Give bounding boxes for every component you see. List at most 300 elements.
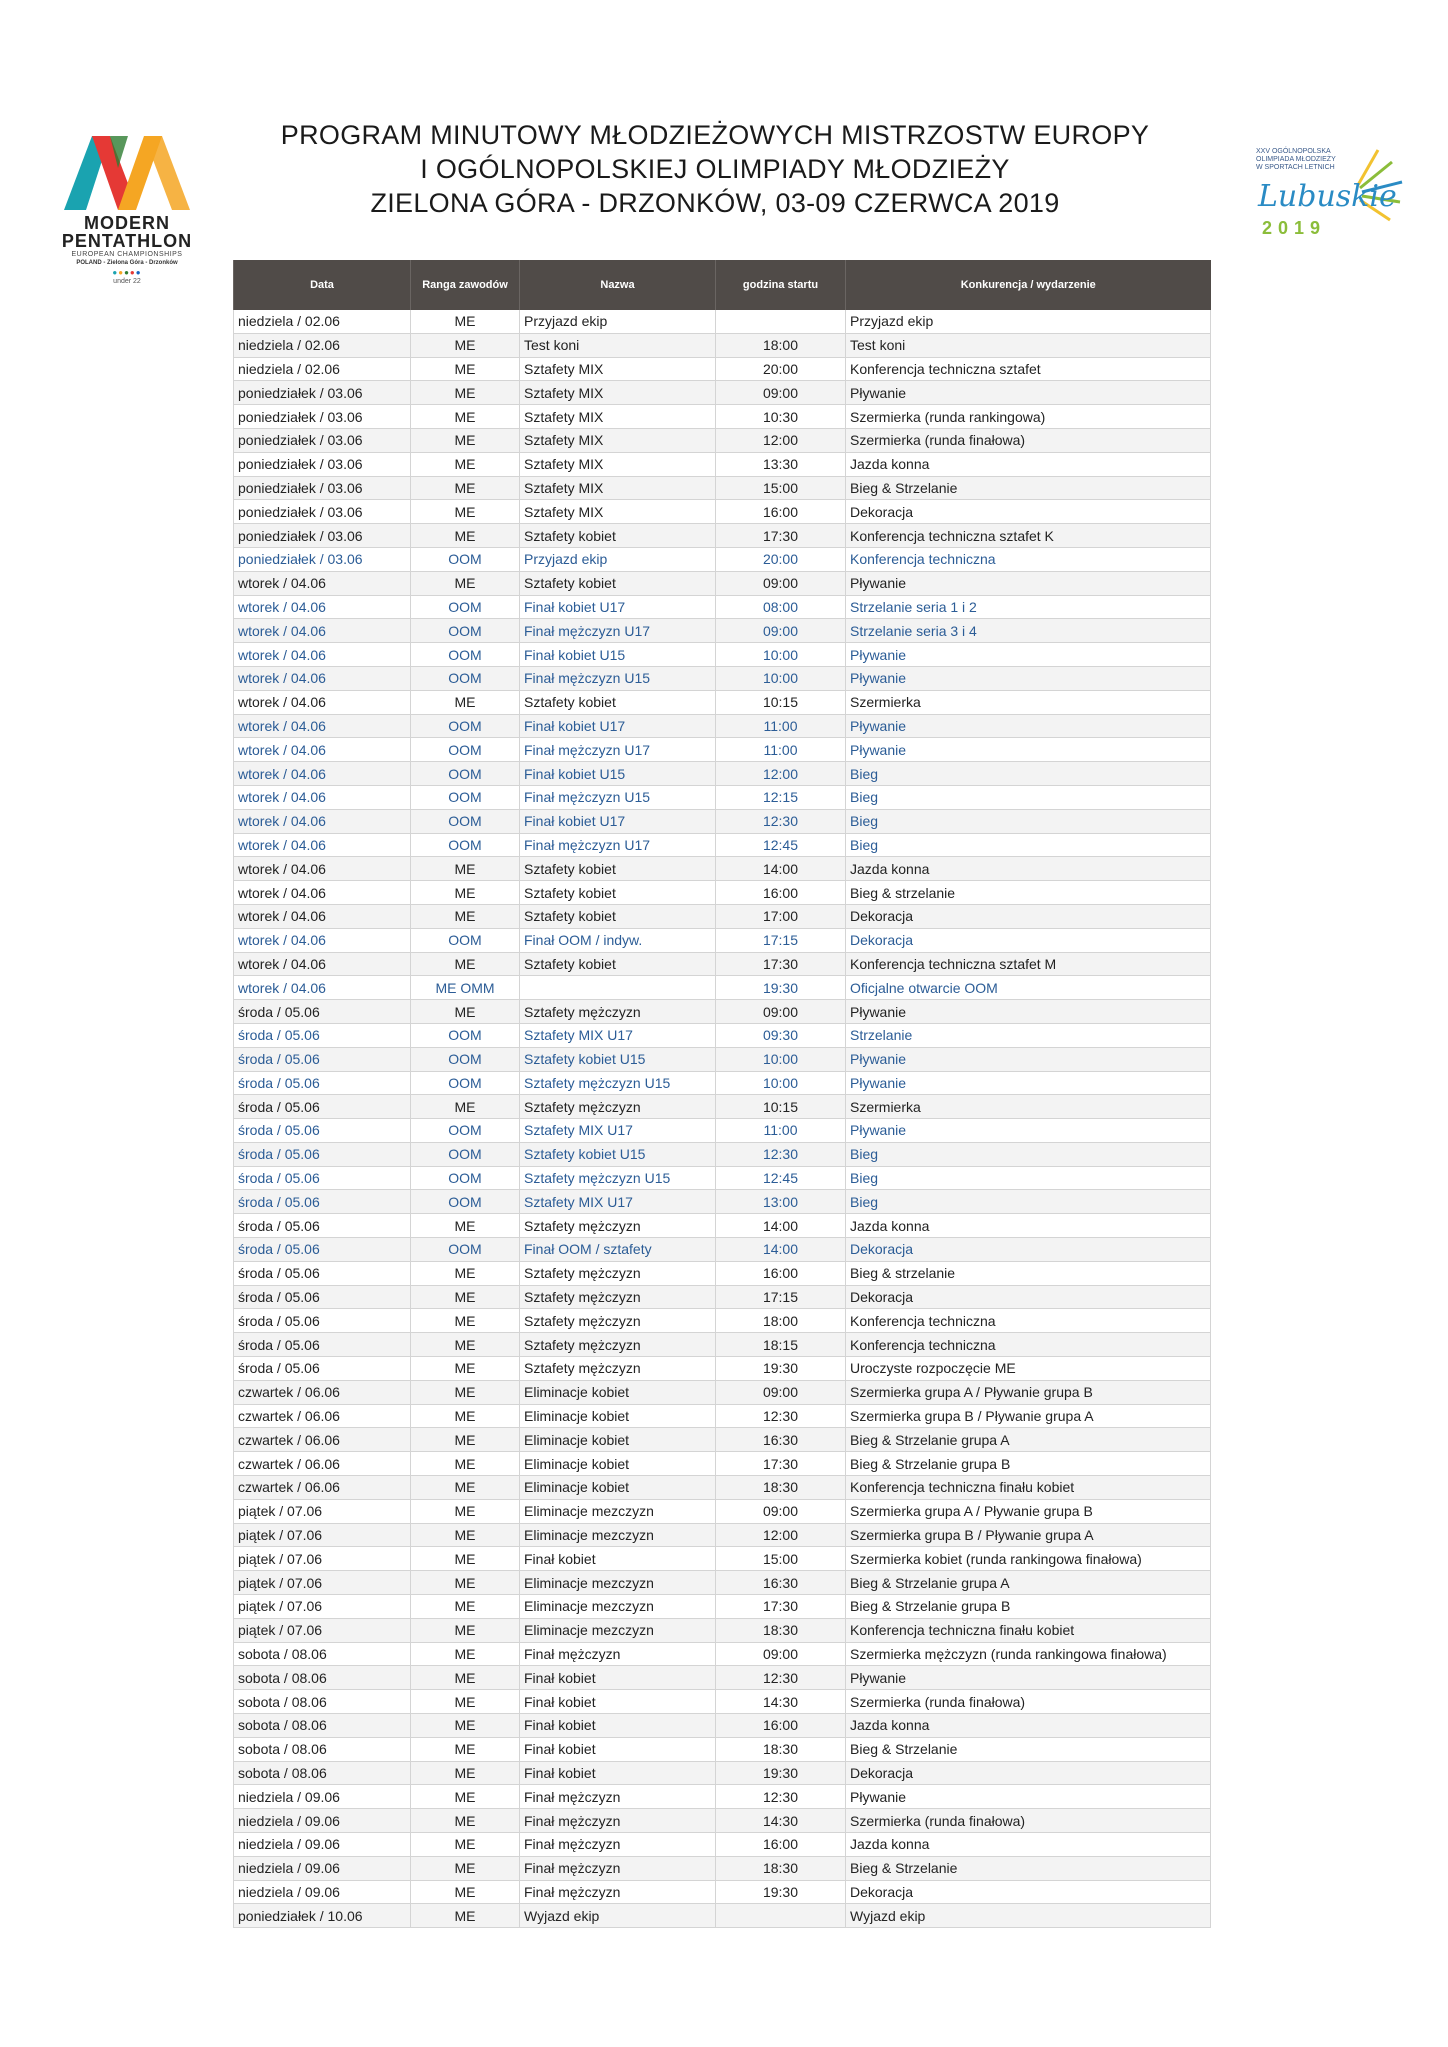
cell-date: piątek / 07.06 <box>234 1547 411 1571</box>
cell-date: wtorek / 04.06 <box>234 881 411 905</box>
cell-time: 09:00 <box>716 1499 846 1523</box>
table-row <box>234 1428 1211 1452</box>
table-row <box>234 1023 1211 1047</box>
cell-time: 15:00 <box>716 476 846 500</box>
logo-color-dots: ●●●●● <box>112 268 142 277</box>
cell-rank: ME <box>411 1214 520 1238</box>
cell-date: sobota / 08.06 <box>234 1666 411 1690</box>
cell-date: niedziela / 09.06 <box>234 1833 411 1857</box>
cell-event: Jazda konna <box>846 1833 1211 1857</box>
cell-rank: OOM <box>411 643 520 667</box>
cell-rank: ME <box>411 1714 520 1738</box>
cell-rank: OOM <box>411 1071 520 1095</box>
cell-date: sobota / 08.06 <box>234 1761 411 1785</box>
cell-event: Pływanie <box>846 666 1211 690</box>
cell-date: niedziela / 02.06 <box>234 357 411 381</box>
cell-time: 18:30 <box>716 1618 846 1642</box>
table-row <box>234 476 1211 500</box>
cell-time: 16:00 <box>716 1833 846 1857</box>
cell-time: 16:30 <box>716 1571 846 1595</box>
cell-time: 09:00 <box>716 1642 846 1666</box>
cell-time: 18:15 <box>716 1333 846 1357</box>
cell-event: Bieg <box>846 785 1211 809</box>
table-row <box>234 643 1211 667</box>
cell-rank: OOM <box>411 1238 520 1262</box>
cell-rank: ME <box>411 1547 520 1571</box>
cell-rank: ME <box>411 1404 520 1428</box>
cell-name: Sztafety MIX U17 <box>520 1119 716 1143</box>
cell-name: Finał kobiet U15 <box>520 643 716 667</box>
cell-date: czwartek / 06.06 <box>234 1428 411 1452</box>
cell-date: wtorek / 04.06 <box>234 857 411 881</box>
cell-date: niedziela / 09.06 <box>234 1809 411 1833</box>
cell-name: Sztafety MIX <box>520 476 716 500</box>
cell-event: Pływanie <box>846 571 1211 595</box>
cell-rank: ME <box>411 381 520 405</box>
cell-time: 11:00 <box>716 738 846 762</box>
cell-event: Szermierka (runda rankingowa) <box>846 405 1211 429</box>
cell-date: sobota / 08.06 <box>234 1714 411 1738</box>
table-row <box>234 1309 1211 1333</box>
table-row <box>234 1690 1211 1714</box>
cell-time: 10:00 <box>716 666 846 690</box>
cell-time: 11:00 <box>716 714 846 738</box>
table-row <box>234 1761 1211 1785</box>
cell-rank: OOM <box>411 595 520 619</box>
cell-event: Bieg <box>846 1166 1211 1190</box>
cell-rank: ME <box>411 571 520 595</box>
logo-name-line2: PENTATHLON <box>61 231 193 251</box>
cell-time: 09:00 <box>716 381 846 405</box>
cell-event: Jazda konna <box>846 857 1211 881</box>
cell-rank: ME <box>411 690 520 714</box>
cell-event: Konferencja techniczna finału kobiet <box>846 1476 1211 1500</box>
cell-name: Finał kobiet <box>520 1547 716 1571</box>
logo-subtitle: EUROPEAN CHAMPIONSHIPS <box>71 251 183 258</box>
cell-rank: ME <box>411 1690 520 1714</box>
cell-name: Sztafety kobiet <box>520 857 716 881</box>
cell-rank: OOM <box>411 785 520 809</box>
cell-time: 12:45 <box>716 833 846 857</box>
cell-date: piątek / 07.06 <box>234 1618 411 1642</box>
cell-time: 12:30 <box>716 1785 846 1809</box>
cell-date: środa / 05.06 <box>234 1333 411 1357</box>
cell-rank: ME <box>411 310 520 333</box>
cell-rank: OOM <box>411 833 520 857</box>
cell-date: wtorek / 04.06 <box>234 595 411 619</box>
cell-event: Bieg & strzelanie <box>846 1261 1211 1285</box>
cell-time: 12:30 <box>716 1142 846 1166</box>
cell-name: Finał mężczyzn <box>520 1809 716 1833</box>
cell-name: Sztafety kobiet <box>520 690 716 714</box>
cell-event: Dekoracja <box>846 928 1211 952</box>
cell-date: środa / 05.06 <box>234 1261 411 1285</box>
modern-pentathlon-logo <box>52 128 202 298</box>
cell-time: 10:00 <box>716 1071 846 1095</box>
cell-rank: ME <box>411 1595 520 1619</box>
cell-time: 09:00 <box>716 619 846 643</box>
cell-rank: ME <box>411 857 520 881</box>
cell-name: Finał OOM / sztafety <box>520 1238 716 1262</box>
cell-date: niedziela / 09.06 <box>234 1880 411 1904</box>
cell-date: wtorek / 04.06 <box>234 785 411 809</box>
cell-date: środa / 05.06 <box>234 1023 411 1047</box>
table-row <box>234 881 1211 905</box>
cell-date: środa / 05.06 <box>234 1214 411 1238</box>
cell-event: Jazda konna <box>846 1214 1211 1238</box>
cell-name: Eliminacje kobiet <box>520 1380 716 1404</box>
page-title <box>240 118 1190 220</box>
cell-time: 10:15 <box>716 690 846 714</box>
table-row <box>234 1238 1211 1262</box>
cell-date: wtorek / 04.06 <box>234 809 411 833</box>
lubuskie-2019-logo <box>1248 140 1408 240</box>
cell-name: Eliminacje mezczyzn <box>520 1571 716 1595</box>
cell-event: Konferencja techniczna sztafet K <box>846 524 1211 548</box>
cell-date: środa / 05.06 <box>234 1047 411 1071</box>
cell-rank: OOM <box>411 1023 520 1047</box>
cell-time: 14:30 <box>716 1809 846 1833</box>
cell-event: Pływanie <box>846 381 1211 405</box>
cell-event: Wyjazd ekip <box>846 1904 1211 1928</box>
cell-time: 17:00 <box>716 904 846 928</box>
cell-rank: ME <box>411 1642 520 1666</box>
cell-event: Bieg & strzelanie <box>846 881 1211 905</box>
cell-rank: ME <box>411 904 520 928</box>
cell-rank: ME <box>411 1428 520 1452</box>
cell-date: środa / 05.06 <box>234 1166 411 1190</box>
cell-time: 19:30 <box>716 976 846 1000</box>
cell-date: wtorek / 04.06 <box>234 952 411 976</box>
table-row <box>234 952 1211 976</box>
cell-event: Bieg & Strzelanie grupa A <box>846 1428 1211 1452</box>
cell-name: Sztafety kobiet U15 <box>520 1047 716 1071</box>
schedule-table <box>233 260 1211 1928</box>
cell-time: 19:30 <box>716 1357 846 1381</box>
cell-name: Sztafety MIX <box>520 357 716 381</box>
cell-name: Sztafety MIX <box>520 381 716 405</box>
cell-date: czwartek / 06.06 <box>234 1380 411 1404</box>
cell-rank: ME <box>411 524 520 548</box>
cell-time: 09:00 <box>716 571 846 595</box>
cell-rank: OOM <box>411 762 520 786</box>
cell-rank: ME <box>411 1357 520 1381</box>
cell-name: Finał mężczyzn <box>520 1833 716 1857</box>
table-row <box>234 381 1211 405</box>
cell-time: 18:30 <box>716 1476 846 1500</box>
cell-date: czwartek / 06.06 <box>234 1404 411 1428</box>
cell-event: Bieg <box>846 1142 1211 1166</box>
table-row <box>234 1666 1211 1690</box>
cell-time: 14:30 <box>716 1690 846 1714</box>
cell-event: Bieg <box>846 833 1211 857</box>
cell-name: Finał kobiet <box>520 1714 716 1738</box>
cell-event: Bieg <box>846 1190 1211 1214</box>
cell-time: 10:00 <box>716 643 846 667</box>
cell-name: Sztafety MIX <box>520 452 716 476</box>
cell-rank: ME <box>411 1856 520 1880</box>
cell-rank: ME <box>411 500 520 524</box>
cell-time: 12:15 <box>716 785 846 809</box>
table-row <box>234 1404 1211 1428</box>
cell-time: 12:45 <box>716 1166 846 1190</box>
table-row <box>234 1119 1211 1143</box>
table-row <box>234 1642 1211 1666</box>
table-row <box>234 1285 1211 1309</box>
cell-rank: OOM <box>411 619 520 643</box>
cell-name: Sztafety kobiet U15 <box>520 1142 716 1166</box>
cell-name: Sztafety mężczyzn <box>520 1309 716 1333</box>
cell-time: 12:30 <box>716 1404 846 1428</box>
cell-event: Szermierka <box>846 1095 1211 1119</box>
cell-event: Szermierka <box>846 690 1211 714</box>
cell-date: poniedziałek / 03.06 <box>234 428 411 452</box>
cell-event: Oficjalne otwarcie OOM <box>846 976 1211 1000</box>
cell-date: wtorek / 04.06 <box>234 666 411 690</box>
cell-date: piątek / 07.06 <box>234 1523 411 1547</box>
cell-rank: ME <box>411 1499 520 1523</box>
cell-time: 12:30 <box>716 1666 846 1690</box>
table-row <box>234 1499 1211 1523</box>
cell-name: Przyjazd ekip <box>520 547 716 571</box>
table-row <box>234 762 1211 786</box>
cell-rank: ME <box>411 1476 520 1500</box>
cell-event: Pływanie <box>846 643 1211 667</box>
cell-event: Dekoracja <box>846 904 1211 928</box>
cell-event: Strzelanie <box>846 1023 1211 1047</box>
cell-date: poniedziałek / 03.06 <box>234 476 411 500</box>
cell-time: 15:00 <box>716 1547 846 1571</box>
cell-rank: ME <box>411 1737 520 1761</box>
cell-name: Finał kobiet U17 <box>520 714 716 738</box>
cell-name: Eliminacje mezczyzn <box>520 1595 716 1619</box>
cell-rank: OOM <box>411 666 520 690</box>
header-name: Nazwa <box>520 260 716 310</box>
cell-event: Konferencja techniczna <box>846 1333 1211 1357</box>
cell-time: 16:00 <box>716 881 846 905</box>
cell-date: sobota / 08.06 <box>234 1737 411 1761</box>
table-row <box>234 1523 1211 1547</box>
cell-rank: OOM <box>411 1190 520 1214</box>
table-row <box>234 1261 1211 1285</box>
cell-event: Szermierka (runda finałowa) <box>846 1690 1211 1714</box>
table-row <box>234 1214 1211 1238</box>
cell-date: piątek / 07.06 <box>234 1571 411 1595</box>
cell-rank: ME <box>411 1809 520 1833</box>
cell-time: 16:00 <box>716 1261 846 1285</box>
cell-date: wtorek / 04.06 <box>234 571 411 595</box>
cell-date: środa / 05.06 <box>234 1309 411 1333</box>
table-row <box>234 524 1211 548</box>
cell-event: Bieg & Strzelanie grupa B <box>846 1452 1211 1476</box>
cell-rank: OOM <box>411 1119 520 1143</box>
cell-name: Finał kobiet <box>520 1737 716 1761</box>
cell-time: 14:00 <box>716 1238 846 1262</box>
cell-time: 20:00 <box>716 547 846 571</box>
cell-rank: ME <box>411 881 520 905</box>
cell-rank: ME <box>411 1618 520 1642</box>
cell-date: środa / 05.06 <box>234 1071 411 1095</box>
table-row <box>234 1071 1211 1095</box>
cell-time: 13:30 <box>716 452 846 476</box>
cell-rank: ME <box>411 1000 520 1024</box>
cell-date: wtorek / 04.06 <box>234 714 411 738</box>
cell-rank: ME <box>411 1095 520 1119</box>
table-row <box>234 976 1211 1000</box>
cell-time: 10:15 <box>716 1095 846 1119</box>
cell-name: Eliminacje mezczyzn <box>520 1618 716 1642</box>
header-rank: Ranga zawodów <box>411 260 520 310</box>
table-row <box>234 500 1211 524</box>
cell-name: Finał mężczyzn <box>520 1880 716 1904</box>
table-row <box>234 714 1211 738</box>
cell-time: 20:00 <box>716 357 846 381</box>
cell-name: Sztafety MIX <box>520 428 716 452</box>
cell-name: Eliminacje kobiet <box>520 1476 716 1500</box>
cell-date: wtorek / 04.06 <box>234 928 411 952</box>
logo-age: under 22 <box>113 278 141 285</box>
table-row <box>234 1000 1211 1024</box>
cell-rank: ME <box>411 1261 520 1285</box>
cell-time: 17:30 <box>716 524 846 548</box>
cell-time: 08:00 <box>716 595 846 619</box>
cell-date: środa / 05.06 <box>234 1357 411 1381</box>
table-row <box>234 1333 1211 1357</box>
cell-name: Sztafety mężczyzn <box>520 1000 716 1024</box>
cell-rank: OOM <box>411 1047 520 1071</box>
cell-event: Test koni <box>846 333 1211 357</box>
cell-time: 17:15 <box>716 928 846 952</box>
cell-name: Finał kobiet <box>520 1761 716 1785</box>
cell-date: niedziela / 02.06 <box>234 333 411 357</box>
table-row <box>234 1595 1211 1619</box>
cell-name: Finał mężczyzn <box>520 1785 716 1809</box>
cell-name: Sztafety kobiet <box>520 881 716 905</box>
pentathlon-m-mark-icon <box>52 128 202 214</box>
cell-time: 16:00 <box>716 500 846 524</box>
table-row <box>234 1809 1211 1833</box>
cell-name: Sztafety mężczyzn <box>520 1333 716 1357</box>
cell-time <box>716 310 846 333</box>
cell-rank: ME <box>411 333 520 357</box>
table-row <box>234 1047 1211 1071</box>
cell-time: 10:00 <box>716 1047 846 1071</box>
lubuskie-small-text <box>1256 148 1346 172</box>
table-row <box>234 1142 1211 1166</box>
table-row <box>234 1833 1211 1857</box>
cell-event: Bieg <box>846 762 1211 786</box>
table-row <box>234 1476 1211 1500</box>
title-line-2: I OGÓLNOPOLSKIEJ OLIMPIADY MŁODZIEŻY <box>420 154 1010 184</box>
cell-time: 16:30 <box>716 1428 846 1452</box>
cell-name: Sztafety MIX <box>520 405 716 429</box>
cell-rank: OOM <box>411 714 520 738</box>
cell-name: Finał kobiet <box>520 1666 716 1690</box>
cell-name: Sztafety kobiet <box>520 571 716 595</box>
table-row <box>234 571 1211 595</box>
cell-name: Finał kobiet U15 <box>520 762 716 786</box>
cell-time: 09:30 <box>716 1023 846 1047</box>
cell-date: piątek / 07.06 <box>234 1595 411 1619</box>
cell-event: Bieg & Strzelanie <box>846 476 1211 500</box>
cell-rank: ME <box>411 428 520 452</box>
cell-date: wtorek / 04.06 <box>234 833 411 857</box>
cell-event: Pływanie <box>846 1047 1211 1071</box>
cell-name: Finał mężczyzn U17 <box>520 833 716 857</box>
table-row <box>234 1856 1211 1880</box>
cell-name: Sztafety MIX U17 <box>520 1023 716 1047</box>
cell-name: Sztafety MIX U17 <box>520 1190 716 1214</box>
cell-event: Pływanie <box>846 1000 1211 1024</box>
cell-rank: OOM <box>411 1166 520 1190</box>
cell-name: Sztafety mężczyzn U15 <box>520 1166 716 1190</box>
cell-time: 14:00 <box>716 857 846 881</box>
cell-time: 09:00 <box>716 1380 846 1404</box>
table-row <box>234 310 1211 333</box>
cell-time: 19:30 <box>716 1761 846 1785</box>
table-row <box>234 857 1211 881</box>
cell-event: Szermierka (runda finałowa) <box>846 428 1211 452</box>
cell-event: Uroczyste rozpoczęcie ME <box>846 1357 1211 1381</box>
cell-date: niedziela / 09.06 <box>234 1856 411 1880</box>
table-row <box>234 1785 1211 1809</box>
cell-rank: ME <box>411 1452 520 1476</box>
lubuskie-small-line-3: W SPORTACH LETNICH <box>1256 164 1335 171</box>
cell-date: czwartek / 06.06 <box>234 1452 411 1476</box>
cell-date: poniedziałek / 03.06 <box>234 500 411 524</box>
cell-event: Pływanie <box>846 1666 1211 1690</box>
cell-event: Dekoracja <box>846 500 1211 524</box>
cell-date: poniedziałek / 03.06 <box>234 524 411 548</box>
cell-event: Szermierka mężczyzn (runda rankingowa finałowa) <box>846 1642 1211 1666</box>
table-row <box>234 1357 1211 1381</box>
table-row <box>234 1190 1211 1214</box>
lubuskie-year: 2019 <box>1262 218 1327 238</box>
table-row <box>234 1166 1211 1190</box>
header-start-time: godzina startu <box>716 260 846 310</box>
cell-name: Sztafety mężczyzn <box>520 1357 716 1381</box>
table-row <box>234 1380 1211 1404</box>
cell-rank: ME <box>411 1880 520 1904</box>
cell-name: Finał mężczyzn U17 <box>520 738 716 762</box>
cell-event: Dekoracja <box>846 1761 1211 1785</box>
cell-date: czwartek / 06.06 <box>234 1476 411 1500</box>
table-row <box>234 904 1211 928</box>
cell-name: Finał mężczyzn <box>520 1856 716 1880</box>
cell-event: Dekoracja <box>846 1285 1211 1309</box>
cell-event: Bieg <box>846 809 1211 833</box>
cell-date: wtorek / 04.06 <box>234 762 411 786</box>
cell-name: Sztafety kobiet <box>520 952 716 976</box>
cell-event: Bieg & Strzelanie grupa A <box>846 1571 1211 1595</box>
cell-rank: ME <box>411 357 520 381</box>
cell-event: Konferencja techniczna finału kobiet <box>846 1618 1211 1642</box>
cell-date: poniedziałek / 03.06 <box>234 381 411 405</box>
cell-rank: ME <box>411 1761 520 1785</box>
cell-time: 17:30 <box>716 1452 846 1476</box>
table-row <box>234 1571 1211 1595</box>
cell-rank: OOM <box>411 1142 520 1166</box>
cell-date: sobota / 08.06 <box>234 1690 411 1714</box>
table-row <box>234 1880 1211 1904</box>
title-line-1: PROGRAM MINUTOWY MŁODZIEŻOWYCH MISTRZOSTW EUROPY <box>280 120 1150 150</box>
cell-date: środa / 05.06 <box>234 1000 411 1024</box>
cell-rank: ME <box>411 952 520 976</box>
table-row <box>234 1452 1211 1476</box>
cell-time: 19:30 <box>716 1880 846 1904</box>
cell-name: Sztafety mężczyzn <box>520 1095 716 1119</box>
cell-name: Sztafety MIX <box>520 500 716 524</box>
